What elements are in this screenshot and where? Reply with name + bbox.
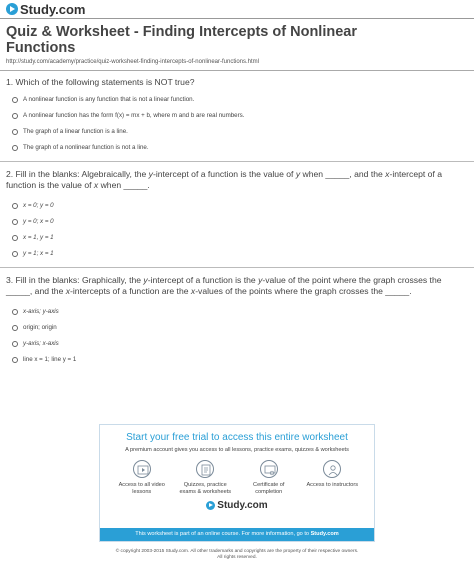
video-icon [133, 460, 151, 478]
premium-promo-box [99, 424, 375, 542]
copyright-line-1: © copyright 2003-2015 Study.com. All other trademarks and copyrights are the property of their respective owners. [115, 549, 359, 554]
answer-choice[interactable] [0, 324, 474, 340]
divider [0, 161, 474, 162]
page-title [6, 24, 474, 56]
answer-choice[interactable] [0, 234, 474, 250]
radio-icon[interactable] [12, 325, 18, 331]
feature-label: Access to instructors [306, 482, 359, 488]
feature-label: Quizzes, practice exams & worksheets [179, 482, 232, 495]
copyright-footer [0, 549, 474, 561]
quiz-icon [196, 460, 214, 478]
answer-choice[interactable] [0, 356, 474, 372]
feature-quizzes [176, 460, 234, 496]
choice-label: A nonlinear function is any function that is not a linear function. [23, 96, 195, 103]
play-icon [206, 501, 215, 510]
answer-choice[interactable] [0, 250, 474, 266]
divider [0, 267, 474, 268]
feature-list [100, 460, 374, 496]
promo-info-bar: This worksheet is part of an online course. For more information, go to Study.com [100, 528, 374, 541]
radio-icon[interactable] [12, 203, 18, 209]
choice-label: line x = 1; line y = 1 [23, 356, 77, 363]
choice-label: y = 0; x = 0 [23, 218, 54, 225]
choice-label: x = 1, y = 1 [23, 234, 54, 241]
feature-certificate [240, 460, 298, 496]
certificate-icon [260, 460, 278, 478]
question-1 [0, 77, 474, 160]
question-3 [0, 275, 474, 372]
radio-icon[interactable] [12, 145, 18, 151]
radio-icon[interactable] [12, 129, 18, 135]
feature-instructors [303, 460, 361, 496]
study-link[interactable]: Study.com [310, 531, 339, 537]
radio-icon[interactable] [12, 219, 18, 225]
radio-icon[interactable] [12, 113, 18, 119]
divider [0, 70, 474, 71]
page-url[interactable]: http://study.com/academy/practice/quiz-worksheet-finding-intercepts-of-nonlinear-functions.html [6, 59, 260, 65]
radio-icon[interactable] [12, 251, 18, 257]
page-header [0, 0, 474, 19]
radio-icon[interactable] [12, 309, 18, 315]
feature-video [113, 460, 171, 496]
question-text: 1. Which of the following statements is NOT true? [6, 77, 195, 87]
choice-label: origin; origin [23, 324, 57, 331]
answer-choice[interactable] [0, 128, 474, 144]
title-line-2: Functions [6, 40, 76, 56]
answer-choice[interactable] [0, 202, 474, 218]
question-text: 3. Fill in the blanks: Graphically, the y-intercept of a function is the y-value of the point where the graph crosses the _____, and the x-intercepts of a function are the x-values of the points where the graph crosses the _____. [6, 275, 442, 296]
promo-subtitle: A premium account gives you access to all lessons, practice exams, quizzes & worksheets [125, 447, 349, 453]
brand-name: Study.com [20, 1, 86, 17]
title-line-1: Quiz & Worksheet - Finding Intercepts of Nonlinear [6, 24, 357, 40]
choice-label: y = 1; x = 1 [23, 250, 54, 257]
promo-title: Start your free trial to access this entire worksheet [126, 432, 348, 443]
choice-label: x-axis; y-axis [23, 308, 59, 315]
radio-icon[interactable] [12, 97, 18, 103]
answer-choice[interactable] [0, 218, 474, 234]
radio-icon[interactable] [12, 357, 18, 363]
feature-label: Access to all video lessons [118, 482, 165, 495]
answer-choice[interactable] [0, 340, 474, 356]
choice-list [0, 202, 474, 266]
question-2 [0, 169, 474, 266]
study-logo[interactable] [6, 2, 86, 17]
radio-icon[interactable] [12, 341, 18, 347]
question-text: 2. Fill in the blanks: Algebraically, the y-intercept of a function is the value of y when _____, and the x-intercept of a function is the value of x when _____. [6, 169, 443, 190]
answer-choice[interactable] [0, 112, 474, 128]
choice-list [0, 96, 474, 160]
copyright-line-2: All rights reserved. [217, 555, 257, 560]
promo-brand-name: Study.com [217, 500, 268, 511]
promo-logo[interactable] [100, 500, 374, 511]
answer-choice[interactable] [0, 96, 474, 112]
instructor-icon [323, 460, 341, 478]
answer-choice[interactable] [0, 308, 474, 324]
choice-label: The graph of a nonlinear function is not a line. [23, 144, 149, 151]
play-icon [6, 3, 18, 15]
choice-label: A nonlinear function has the form f(x) = mx + b, where m and b are real numbers. [23, 112, 245, 119]
choice-list [0, 308, 474, 372]
choice-label: The graph of a linear function is a line. [23, 128, 128, 135]
radio-icon[interactable] [12, 235, 18, 241]
choice-label: y-axis; x-axis [23, 340, 59, 347]
choice-label: x = 0; y = 0 [23, 202, 54, 209]
feature-label: Certificate of completion [253, 482, 285, 495]
answer-choice[interactable] [0, 144, 474, 160]
